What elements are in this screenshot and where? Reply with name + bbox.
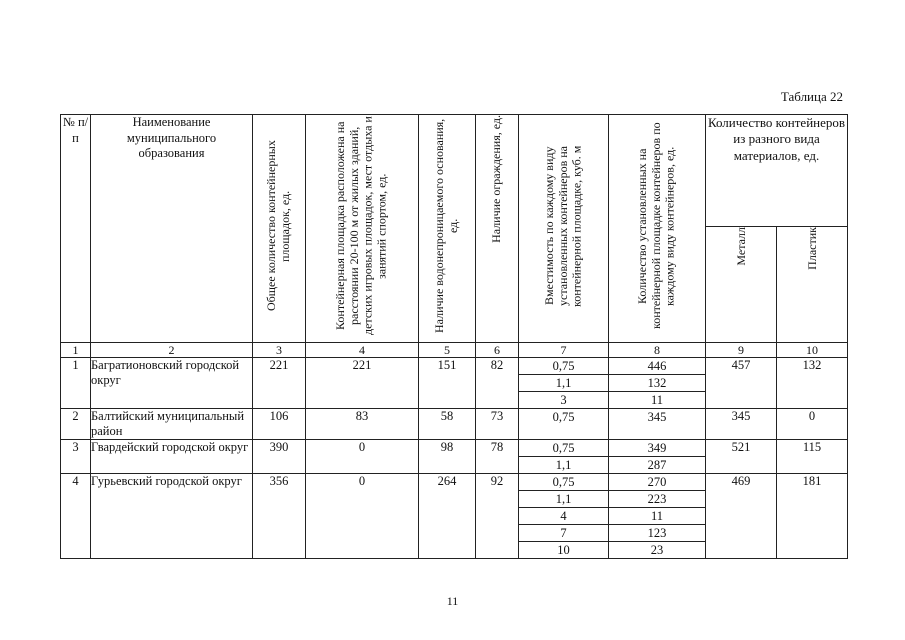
metal-count-value: 521 xyxy=(706,440,777,474)
table-row xyxy=(61,474,848,559)
column-number: 6 xyxy=(476,343,519,358)
distance-value: 83 xyxy=(306,409,419,440)
municipality-name: Гвардейский городской округ xyxy=(91,440,253,474)
column-number: 10 xyxy=(777,343,848,358)
container-count-cell xyxy=(609,358,706,409)
container-count-value: 223 xyxy=(609,490,705,507)
total-sites-value: 356 xyxy=(253,474,306,559)
header-num: № п/п xyxy=(61,115,91,343)
container-count-value: 270 xyxy=(647,475,667,489)
header-waterproof-base: Наличие водонепроницаемого основания, ед. xyxy=(419,115,476,343)
container-count-value: 123 xyxy=(609,524,705,541)
fence-value: 78 xyxy=(476,440,519,474)
capacity-value: 4 xyxy=(519,507,608,524)
header-fence: Наличие ограждения, ед. xyxy=(476,115,519,343)
capacity-value: 7 xyxy=(519,524,608,541)
distance-value: 221 xyxy=(306,358,419,409)
column-number: 7 xyxy=(519,343,609,358)
metal-count-value: 457 xyxy=(706,358,777,409)
header-container-count: Количество установленных на контейнерной площадке контейнеров по каждому виду контейнеров, ед. xyxy=(609,115,706,343)
capacity-value: 10 xyxy=(519,541,608,558)
table-row xyxy=(61,358,848,409)
container-count-value: 446 xyxy=(647,359,667,373)
table-row xyxy=(61,440,848,474)
table-caption: Таблица 22 xyxy=(780,89,843,104)
row-number: 2 xyxy=(61,409,91,440)
capacity-value: 0,75 xyxy=(552,410,575,424)
fence-value: 82 xyxy=(476,358,519,409)
waterproof-base-value: 151 xyxy=(419,358,476,409)
municipality-name: Балтийский муниципальный район xyxy=(91,409,253,440)
column-number: 2 xyxy=(91,343,253,358)
header-capacity: Вместимость по каждому виду установленных контейнеров на контейнерной площадке, куб. м xyxy=(519,115,609,343)
header-total-sites: Общее количество контейнерных площадок, ед. xyxy=(253,115,306,343)
plastic-count-value: 132 xyxy=(777,358,848,409)
capacity-cell xyxy=(519,409,609,440)
capacity-value: 3 xyxy=(519,391,608,408)
metal-count-value: 345 xyxy=(706,409,777,440)
capacity-value: 1,1 xyxy=(519,490,608,507)
plastic-count-value: 115 xyxy=(777,440,848,474)
total-sites-value: 221 xyxy=(253,358,306,409)
metal-count-value: 469 xyxy=(706,474,777,559)
header-metal: Металл xyxy=(706,227,777,343)
fence-value: 73 xyxy=(476,409,519,440)
header-materials-group: Количество контейнеров из разного вида материалов, ед. xyxy=(706,115,848,227)
container-count-value: 23 xyxy=(609,541,705,558)
container-count-value: 349 xyxy=(647,441,667,455)
municipality-name: Багратионовский городской округ xyxy=(91,358,253,409)
plastic-count-value: 0 xyxy=(777,409,848,440)
column-numbers-row xyxy=(61,343,848,358)
container-count-cell xyxy=(609,440,706,474)
waterproof-base-value: 264 xyxy=(419,474,476,559)
capacity-cell xyxy=(519,358,609,409)
container-count-cell xyxy=(609,474,706,559)
fence-value: 92 xyxy=(476,474,519,559)
distance-value: 0 xyxy=(306,440,419,474)
column-number: 8 xyxy=(609,343,706,358)
container-count-value: 287 xyxy=(609,456,705,473)
row-number: 1 xyxy=(61,358,91,409)
column-number: 9 xyxy=(706,343,777,358)
column-number: 5 xyxy=(419,343,476,358)
container-count-value: 345 xyxy=(647,410,667,424)
column-number: 3 xyxy=(253,343,306,358)
page-number: 11 xyxy=(446,594,459,608)
row-number: 3 xyxy=(61,440,91,474)
plastic-count-value: 181 xyxy=(777,474,848,559)
total-sites-value: 390 xyxy=(253,440,306,474)
capacity-cell xyxy=(519,440,609,474)
capacity-value: 0,75 xyxy=(552,359,575,373)
waterproof-base-value: 98 xyxy=(419,440,476,474)
waterproof-base-value: 58 xyxy=(419,409,476,440)
container-count-value: 11 xyxy=(609,391,705,408)
container-count-value: 11 xyxy=(609,507,705,524)
column-number: 1 xyxy=(61,343,91,358)
containers-table xyxy=(60,114,848,559)
distance-value: 0 xyxy=(306,474,419,559)
container-count-value: 132 xyxy=(609,374,705,391)
table-row xyxy=(61,409,848,440)
capacity-value: 0,75 xyxy=(552,441,575,455)
capacity-cell xyxy=(519,474,609,559)
header-name: Наименование муниципального образования xyxy=(91,115,253,343)
header-plastic: Пластик xyxy=(777,227,848,343)
capacity-value: 0,75 xyxy=(552,475,575,489)
row-number: 4 xyxy=(61,474,91,559)
column-number: 4 xyxy=(306,343,419,358)
municipality-name: Гурьевский городской округ xyxy=(91,474,253,559)
total-sites-value: 106 xyxy=(253,409,306,440)
header-distance: Контейнерная площадка расположена на расстоянии 20-100 м от жилых зданий, детских игровых площадок, мест отдыха и занятий спортом, ед. xyxy=(306,115,419,343)
container-count-cell xyxy=(609,409,706,440)
capacity-value: 1,1 xyxy=(519,374,608,391)
capacity-value: 1,1 xyxy=(519,456,608,473)
